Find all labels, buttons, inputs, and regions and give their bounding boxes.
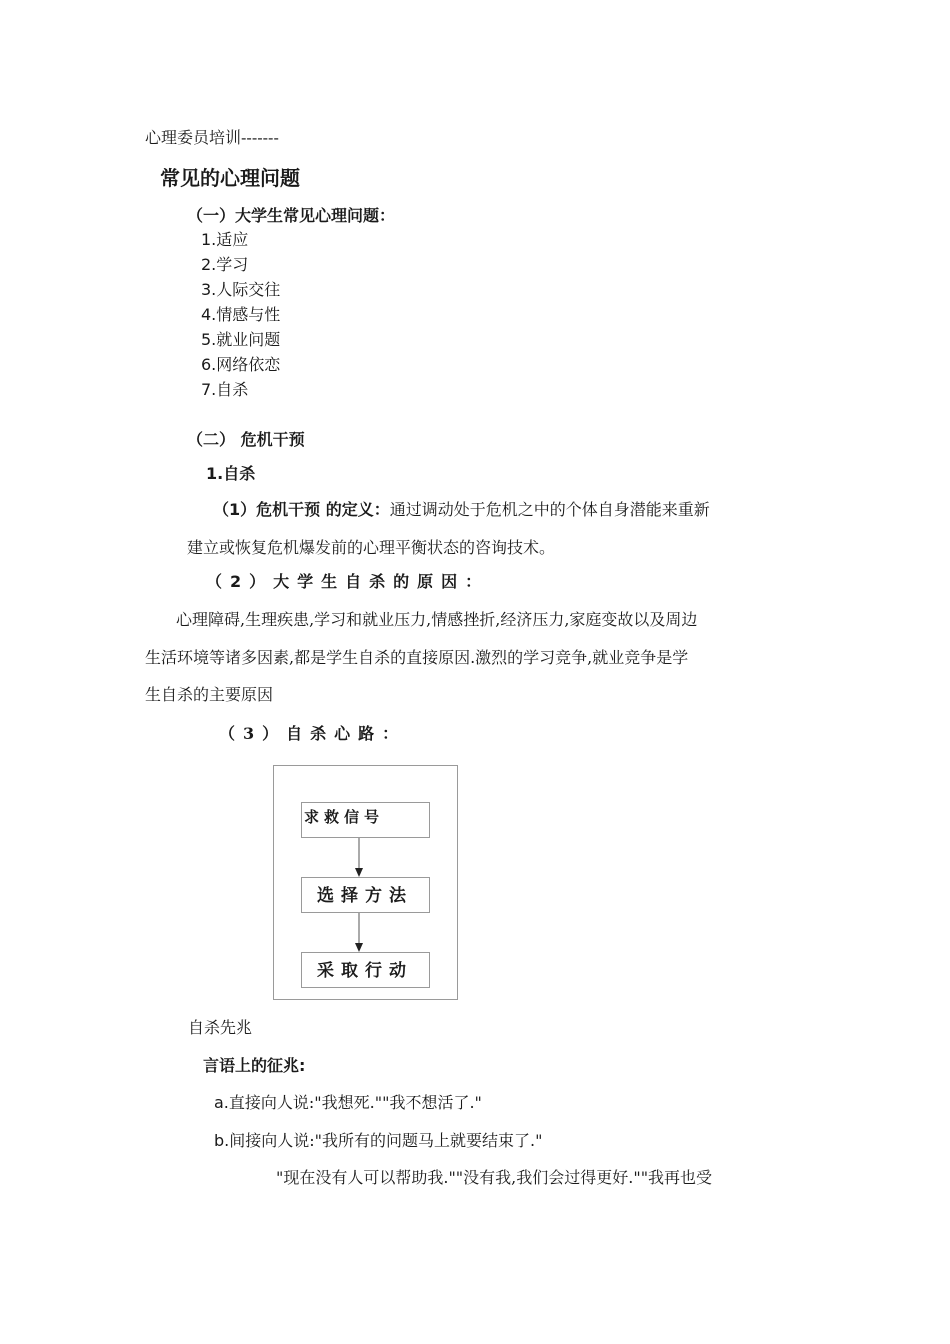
verbal-sign-a xyxy=(214,1090,482,1113)
list-item-number: 1. xyxy=(201,230,217,249)
list-item-number: 7. xyxy=(201,380,217,399)
item-label: a. xyxy=(214,1093,229,1112)
verbal-signs-heading: 言语上的征兆: xyxy=(203,1056,306,1075)
down-arrow-icon xyxy=(354,913,364,953)
list-item-number: 3. xyxy=(201,280,217,299)
list-item-text: 适应 xyxy=(216,230,249,249)
list-item-number: 2. xyxy=(201,255,217,274)
item-label: b. xyxy=(214,1131,230,1150)
reasons-line1: 心理障碍,生理疾患,学习和就业压力,情感挫折,经济压力,家庭变故以及周边 xyxy=(176,610,698,629)
list-item xyxy=(201,327,280,350)
flow-step-label: 采取行动 xyxy=(317,961,413,981)
definition-line1 xyxy=(213,492,710,528)
list-item-number: 5. xyxy=(201,330,217,349)
down-arrow-icon xyxy=(354,838,364,878)
omens-label: 自杀先兆 xyxy=(188,1018,253,1037)
verbal-sign-b-continued: "现在没有人可以帮助我.""没有我,我们会过得更好.""我再也受 xyxy=(276,1168,713,1187)
definition-line2: 建立或恢复危机爆发前的心理平衡状态的咨询技术。 xyxy=(187,538,556,557)
definition-label: （1）危机干预 的定义： xyxy=(213,500,390,519)
reasons-line3: 生自杀的主要原因 xyxy=(145,685,274,704)
flow-step-label: 求救信号 xyxy=(304,808,385,826)
list-item xyxy=(201,377,248,400)
suicide-subheading: 1.自杀 xyxy=(206,464,256,483)
flow-step-help-signal xyxy=(301,802,430,838)
section1-heading: （一）大学生常见心理问题： xyxy=(187,206,396,225)
list-item-text: 自杀 xyxy=(216,380,249,399)
list-item-text: 学习 xyxy=(216,255,249,274)
item-text: 直接向人说:"我想死.""我不想活了." xyxy=(228,1093,482,1112)
page-title: 常见的心理问题 xyxy=(160,166,300,190)
header-line: 心理委员培训------- xyxy=(145,128,279,147)
item-text: 间接向人说:"我所有的问题马上就要结束了." xyxy=(229,1131,543,1150)
list-item-number: 6. xyxy=(201,355,217,374)
list-item-text: 情感与性 xyxy=(216,305,281,324)
definition-text-1: 通过调动处于危机之中的个体自身潜能来重新 xyxy=(389,500,710,519)
list-item-text: 网络依恋 xyxy=(216,355,281,374)
section2-heading: （二） 危机干预 xyxy=(187,430,305,449)
list-item xyxy=(201,352,280,375)
list-item xyxy=(201,302,280,325)
verbal-sign-b xyxy=(214,1128,542,1151)
list-item-text: 就业问题 xyxy=(216,330,281,349)
list-item xyxy=(201,277,280,300)
list-item xyxy=(201,227,248,250)
list-item-number: 4. xyxy=(201,305,217,324)
flow-step-take-action xyxy=(301,952,430,988)
reasons-line2: 生活环境等诸多因素,都是学生自杀的直接原因.激烈的学习竞争,就业竞争是学 xyxy=(145,648,689,667)
list-item xyxy=(201,252,248,275)
reasons-heading: （2）大学生自杀的原因： xyxy=(206,572,490,591)
flow-step-label: 选择方法 xyxy=(317,886,413,906)
path-heading: （3）自杀心路： xyxy=(219,724,407,743)
list-item-text: 人际交往 xyxy=(216,280,281,299)
flow-step-choose-method xyxy=(301,877,430,913)
